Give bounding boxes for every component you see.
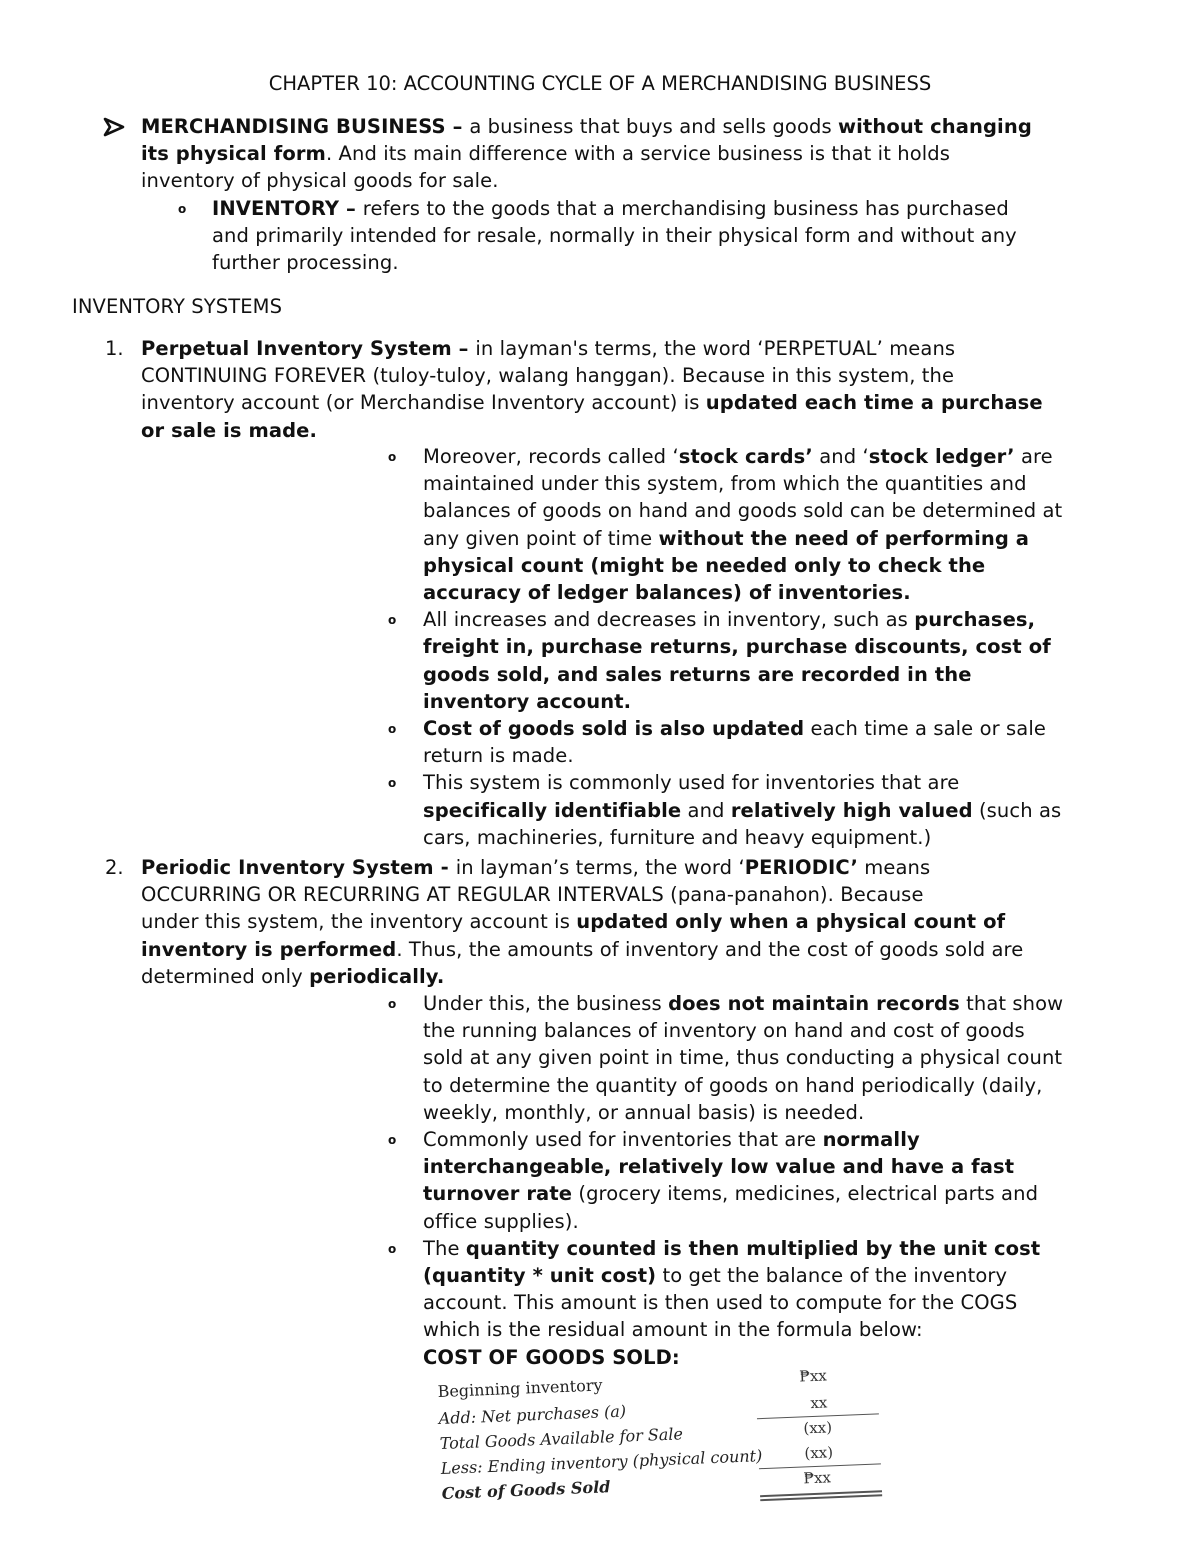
- text-run: inventory account (or Merchandise Inventory account) is: [141, 391, 706, 415]
- bold-text: without the need of performing a: [658, 526, 1030, 550]
- text-line: [141, 936, 1023, 963]
- text-run: are: [1014, 445, 1053, 468]
- arrow-bullet-icon: [103, 117, 125, 137]
- text-run: OCCURRING OR RECURRING AT REGULAR INTERVALS: [141, 883, 664, 907]
- text-line: [423, 688, 631, 715]
- text-run: that show: [959, 992, 1064, 1015]
- text-line: [423, 552, 985, 579]
- text-line: [212, 195, 1009, 222]
- bold-text: freight in, purchase returns, purchase discounts, cost of: [423, 635, 1051, 659]
- section-heading: INVENTORY SYSTEMS: [72, 295, 283, 318]
- bold-text: COST OF GOODS SOLD:: [423, 1345, 680, 1369]
- text-run: and ‘: [812, 445, 869, 468]
- text-line: [423, 797, 1061, 824]
- bold-text: Periodic Inventory System -: [141, 856, 456, 879]
- bold-text: stock cards’: [678, 445, 813, 468]
- circle-bullet-icon: o: [388, 613, 397, 628]
- text-line: [423, 633, 1051, 660]
- list-number: 1.: [105, 337, 124, 360]
- text-line: [423, 497, 1062, 524]
- text-line: [423, 1262, 1007, 1289]
- text-run: Commonly used for inventories that are: [423, 1128, 823, 1151]
- bold-text: inventory is performed: [141, 937, 397, 961]
- text-run: This system is commonly used for inventories that are: [423, 771, 960, 795]
- text-run: in layman’s terms, the word ‘: [455, 856, 745, 879]
- list-number: 2.: [105, 856, 124, 879]
- text-run: which is the residual amount in the formula below:: [423, 1318, 923, 1342]
- text-run: cars, machineries, furniture and heavy equipment.): [423, 825, 932, 849]
- text-line: [423, 1126, 920, 1153]
- formula-row-label: Add: Net purchases (a): [438, 1401, 627, 1429]
- bold-text: Cost of goods sold is also updated: [423, 717, 805, 740]
- text-run: (grocery items, medicines, electrical parts and: [572, 1182, 1039, 1206]
- bold-text: purchases,: [914, 608, 1036, 632]
- formula-row-value: xx: [810, 1393, 828, 1413]
- text-run: balances of goods on hand and goods sold can be determined at: [423, 499, 1063, 523]
- bold-text: without changing: [838, 115, 1032, 138]
- text-line: [423, 1044, 1062, 1071]
- bold-text: its physical form: [141, 142, 326, 166]
- formula-row-label: Cost of Goods Sold: [441, 1477, 611, 1503]
- text-run: means: [858, 856, 931, 879]
- bold-text: quantity counted is then multiplied by the unit cost: [465, 1236, 1041, 1260]
- text-run: return is made.: [423, 744, 574, 768]
- text-line: [423, 443, 1053, 470]
- text-run: office supplies).: [423, 1209, 579, 1233]
- formula-row-value: (xx): [804, 1443, 834, 1463]
- circle-bullet-icon: o: [388, 1133, 397, 1147]
- bold-text: updated each time a purchase: [705, 391, 1043, 415]
- text-run: and primarily intended for resale, normally in their physical form and without any: [212, 224, 1017, 248]
- circle-bullet-icon: o: [388, 450, 397, 464]
- bold-text: stock ledger’: [868, 445, 1015, 468]
- bold-text: PERIODIC’: [744, 856, 858, 879]
- text-run: (pana-panahon). Because: [663, 883, 924, 907]
- text-run: account. This amount is then used to compute for the COGS: [423, 1291, 1018, 1315]
- text-line: [212, 222, 1017, 249]
- text-line: [423, 1180, 1038, 1207]
- text-line: [141, 335, 955, 362]
- text-run: . And its main difference with a service business is that it holds: [325, 142, 950, 166]
- text-run: Under this, the business: [423, 992, 669, 1015]
- formula-row-label: Beginning inventory: [437, 1375, 603, 1402]
- text-run: each time a sale or sale: [804, 717, 1046, 740]
- circle-bullet-icon: o: [388, 722, 397, 736]
- text-run: to determine the quantity of goods on hand periodically (daily,: [423, 1073, 1043, 1097]
- bold-text: inventory account.: [423, 689, 632, 713]
- text-line: [141, 417, 317, 444]
- bold-text: MERCHANDISING BUSINESS –: [141, 115, 470, 138]
- text-line: [423, 1099, 864, 1126]
- circle-bullet-icon: o: [388, 1241, 397, 1256]
- text-line: [212, 249, 399, 276]
- bold-text: INVENTORY –: [212, 197, 363, 220]
- text-line: [141, 167, 499, 194]
- text-line: [423, 470, 1027, 497]
- text-line: [423, 1289, 1017, 1316]
- text-line: [423, 579, 911, 606]
- text-line: [141, 140, 950, 167]
- formula-row-value: ₱xx: [803, 1468, 832, 1488]
- bold-text: physical count (might be needed only to check the: [423, 553, 986, 577]
- text-line: [423, 715, 1046, 742]
- text-run: determined only: [141, 964, 310, 988]
- text-run: Moreover, records called ‘: [423, 445, 679, 468]
- text-line: [423, 661, 972, 688]
- bold-text: updated only when a physical count of: [576, 910, 1006, 934]
- text-run: . Thus, the amounts of inventory and the cost of goods sold are: [396, 937, 1024, 961]
- text-run: (such as: [972, 798, 1062, 822]
- bold-text: or sale is made.: [141, 418, 318, 442]
- bold-text: does not maintain records: [668, 992, 960, 1015]
- bold-text: Perpetual Inventory System –: [141, 337, 476, 360]
- text-line: [423, 1344, 680, 1371]
- text-line: [141, 389, 1043, 416]
- bold-text: normally: [822, 1128, 920, 1151]
- bold-text: specifically identifiable: [423, 798, 682, 822]
- text-line: [141, 963, 444, 990]
- text-line: [141, 362, 954, 389]
- cogs-formula-image: [437, 1360, 892, 1523]
- text-run: All increases and decreases in inventory, such as: [423, 608, 915, 632]
- text-line: [423, 1072, 1042, 1099]
- text-line: [141, 854, 930, 881]
- text-line: [423, 1316, 923, 1343]
- formula-row-label: Total Goods Available for Sale: [439, 1424, 684, 1453]
- text-run: sold at any given point in time, thus conducting a physical count: [423, 1046, 1063, 1070]
- bold-text: periodically.: [309, 964, 445, 988]
- circle-bullet-icon: o: [388, 776, 397, 791]
- text-line: [423, 769, 959, 796]
- text-run: ’ means: [876, 337, 956, 360]
- text-line: [141, 113, 1032, 140]
- formula-row-value: (xx): [803, 1418, 833, 1438]
- text-run: inventory of physical goods for sale.: [141, 169, 499, 193]
- text-run: a business that buys and sells goods: [469, 115, 839, 138]
- text-run: under this system, the inventory account is: [141, 910, 577, 934]
- bold-text: interchangeable, relatively low value and have a fast: [423, 1155, 1015, 1179]
- text-run: and: [681, 798, 731, 822]
- text-line: [423, 606, 1035, 633]
- chapter-title: CHAPTER 10: ACCOUNTING CYCLE OF A MERCHANDISING BUSINESS: [268, 72, 932, 95]
- text-run: maintained under this system, from which the quantities and: [423, 472, 1027, 496]
- bold-text: goods sold, and sales returns are recorded in the: [423, 662, 972, 686]
- bold-text: turnover rate: [423, 1182, 573, 1206]
- text-line: [423, 1153, 1014, 1180]
- bold-text: relatively high valued: [730, 798, 973, 822]
- text-run: the running balances of inventory on hand and cost of goods: [423, 1019, 1025, 1043]
- text-run: The: [423, 1236, 466, 1260]
- bold-text: accuracy of ledger balances) of inventories.: [423, 581, 911, 604]
- text-line: [423, 1208, 579, 1235]
- formula-row-value: ₱xx: [798, 1366, 828, 1386]
- circle-bullet-icon: o: [388, 997, 397, 1011]
- circle-bullet-icon: o: [178, 202, 187, 216]
- bold-text: (quantity * unit cost): [423, 1264, 657, 1287]
- text-line: [423, 824, 931, 851]
- text-line: [423, 525, 1029, 552]
- text-line: [141, 881, 924, 908]
- text-run: to get the balance of the inventory: [656, 1264, 1008, 1287]
- text-run: refers to the goods that a merchandising business has purchased: [362, 197, 1009, 220]
- text-run: weekly, monthly, or annual basis) is needed.: [423, 1100, 865, 1124]
- text-run: (tuloy-tuloy, walang hanggan). Because in this system, the: [366, 364, 955, 388]
- formula-row-label: Less: Ending inventory (physical count): [440, 1446, 763, 1478]
- text-run: PERPETUAL: [763, 337, 877, 360]
- text-run: in layman's terms, the word ‘: [475, 337, 764, 360]
- text-run: CONTINUING FOREVER: [141, 364, 367, 388]
- text-line: [141, 908, 1005, 935]
- text-line: [423, 1017, 1025, 1044]
- text-run: further processing.: [212, 251, 399, 275]
- text-line: [423, 990, 1063, 1017]
- text-line: [423, 1235, 1040, 1262]
- text-line: [423, 742, 574, 769]
- text-run: any given point of time: [423, 526, 659, 550]
